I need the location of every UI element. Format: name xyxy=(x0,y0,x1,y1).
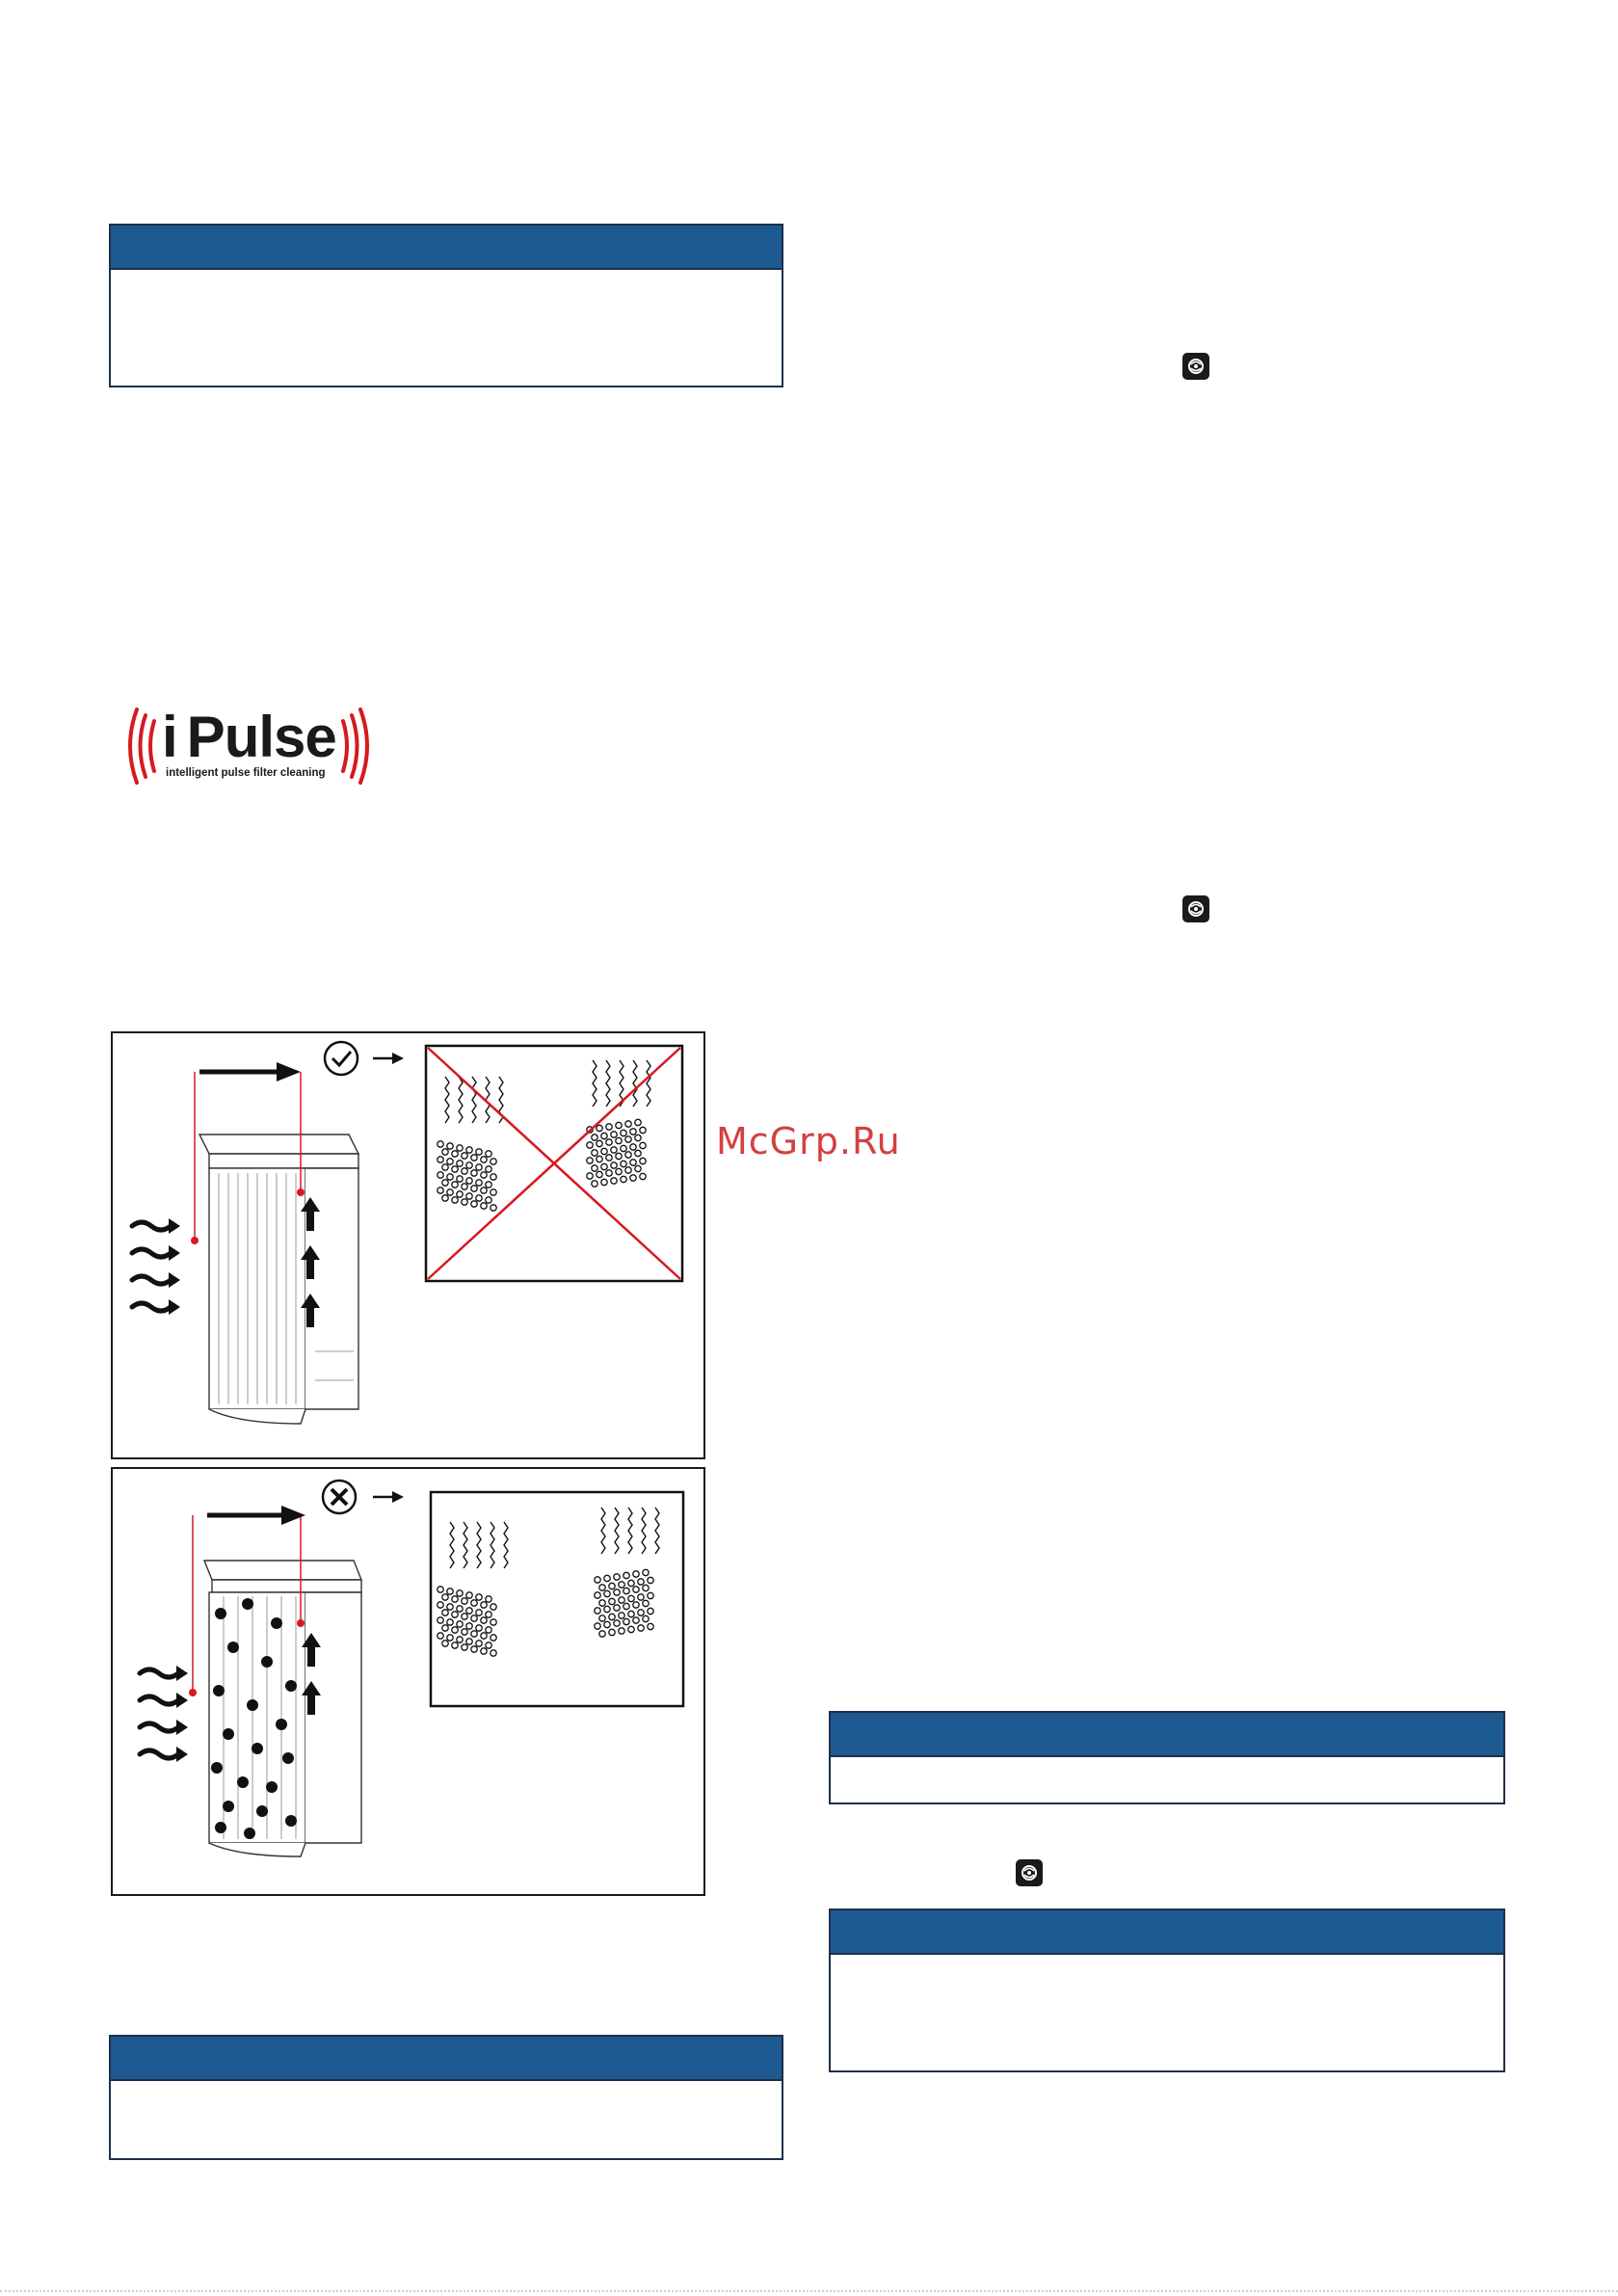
logo-tagline: intelligent pulse filter cleaning xyxy=(166,767,326,779)
logo-brand-prefix: i xyxy=(162,705,177,769)
notice-header-bar xyxy=(111,2037,782,2081)
diagram-clean-filter xyxy=(111,1031,705,1459)
x-circle-icon xyxy=(323,1481,356,1513)
logo-brand-main: Pulse xyxy=(186,705,336,769)
notice-header-bar xyxy=(831,1713,1503,1757)
watermark: McGrp.Ru xyxy=(716,1120,901,1162)
notice-box-right-large xyxy=(829,1909,1505,2072)
notice-box-bottom-left xyxy=(109,2035,783,2160)
filter-cleaning-icon xyxy=(1182,353,1209,380)
notice-box-top-left xyxy=(109,224,783,387)
notice-box-right-small xyxy=(829,1711,1505,1804)
ipulse-logo xyxy=(123,702,374,790)
filter-cleaning-icon xyxy=(1182,895,1209,922)
page-footer-rule xyxy=(0,2290,1618,2292)
notice-header-bar xyxy=(111,226,782,270)
notice-header-bar xyxy=(831,1910,1503,1955)
filter-cleaning-icon xyxy=(1016,1859,1043,1886)
diagram-clogged-filter xyxy=(111,1467,705,1896)
checkmark-circle-icon xyxy=(325,1042,358,1075)
